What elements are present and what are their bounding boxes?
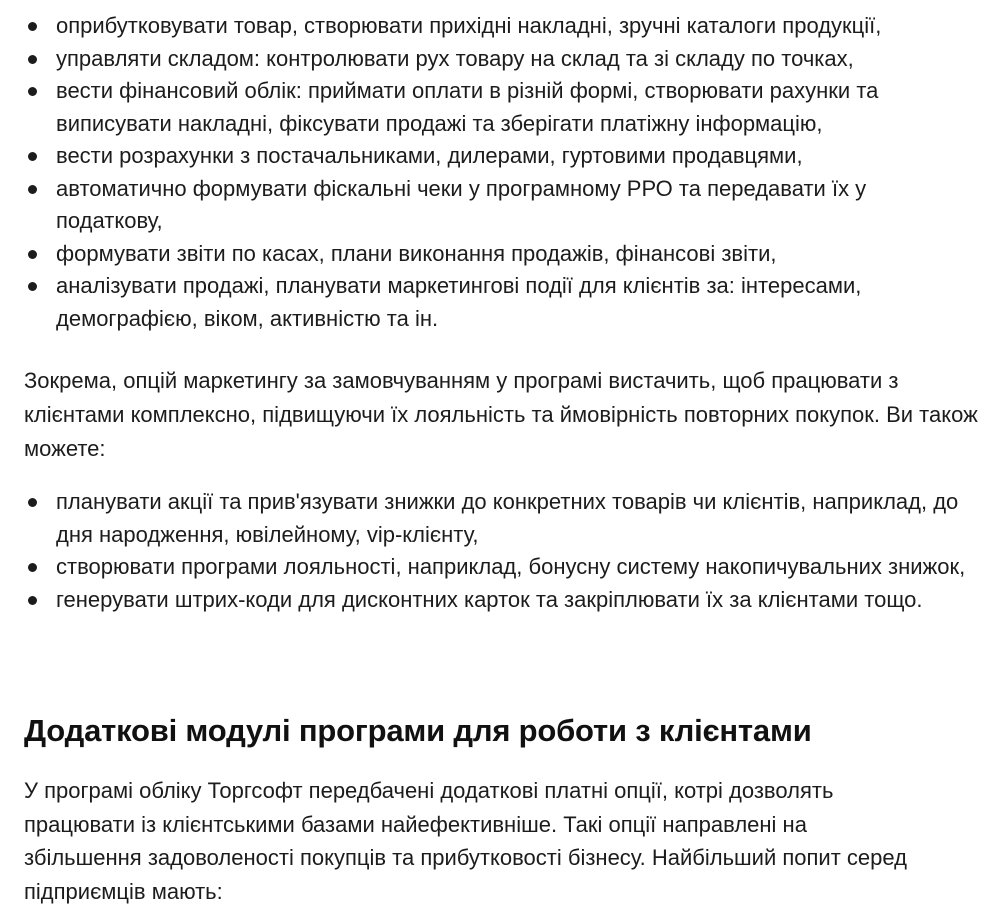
bullet-icon bbox=[28, 250, 37, 259]
list-item bbox=[24, 140, 974, 173]
bullet-icon bbox=[28, 498, 37, 507]
bullet-icon bbox=[28, 87, 37, 96]
list-item bbox=[24, 75, 974, 140]
list-item-text: планувати акції та прив'язувати знижки до конкретних товарів чи клієнтів, наприклад, до дня народження, ювілейному, vip-клієнту, bbox=[56, 489, 959, 547]
list-item bbox=[24, 584, 974, 617]
marketing-options-list bbox=[24, 486, 974, 616]
list-item-text: оприбутковувати товар, створювати прихідні накладні, зручні каталоги продукції, bbox=[56, 13, 882, 38]
list-item bbox=[24, 43, 974, 76]
list-item bbox=[24, 173, 974, 238]
list-item-text: аналізувати продажі, планувати маркетингові події для клієнтів за: інтересами, демографією, віком, активністю та ін. bbox=[56, 273, 862, 331]
list-item bbox=[24, 551, 974, 584]
modules-paragraph: У програмі обліку Торгсофт передбачені додаткові платні опції, котрі дозволять працювати із клієнтськими базами найефективніше. Такі опції направлені на збільшення задоволеності покупців та прибутковості бізнесу. Найбільший попит серед підприємців мають: bbox=[24, 778, 907, 904]
list-item bbox=[24, 486, 974, 551]
bullet-icon bbox=[28, 596, 37, 605]
bullet-icon bbox=[28, 55, 37, 64]
list-item bbox=[24, 10, 974, 43]
list-item-text: створювати програми лояльності, наприклад, бонусну систему накопичувальних знижок, bbox=[56, 554, 966, 579]
marketing-paragraph: Зокрема, опцій маркетингу за замовчуванням у програмі вистачить, щоб працювати з клієнтами комплексно, підвищуючи їх лояльність та ймовірність повторних покупок. Ви також можете: bbox=[24, 368, 978, 461]
bullet-icon bbox=[28, 563, 37, 572]
section-heading: Додаткові модулі програми для роботи з клієнтами bbox=[24, 713, 812, 748]
list-item bbox=[24, 270, 974, 335]
list-item-text: генерувати штрих-коди для дисконтних карток та закріплювати їх за клієнтами тощо. bbox=[56, 586, 923, 612]
list-item-text: вести фінансовий облік: приймати оплати в різній формі, створювати рахунки та виписувати накладні, фіксувати продажі та зберігати платіжну інформацію, bbox=[56, 78, 879, 136]
list-item-text: формувати звіти по касах, плани виконання продажів, фінансові звіти, bbox=[56, 240, 777, 266]
list-item bbox=[24, 238, 974, 271]
bullet-icon bbox=[28, 185, 37, 194]
feature-list bbox=[24, 10, 974, 335]
list-item-text: автоматично формувати фіскальні чеки у програмному РРО та передавати їх у податкову, bbox=[56, 175, 867, 233]
bullet-icon bbox=[28, 152, 37, 161]
bullet-icon bbox=[28, 22, 37, 31]
list-item-text: управляти складом: контролювати рух товару на склад та зі складу по точках, bbox=[56, 45, 854, 71]
bullet-icon bbox=[28, 282, 37, 291]
list-item-text: вести розрахунки з постачальниками, дилерами, гуртовими продавцями, bbox=[56, 143, 803, 168]
